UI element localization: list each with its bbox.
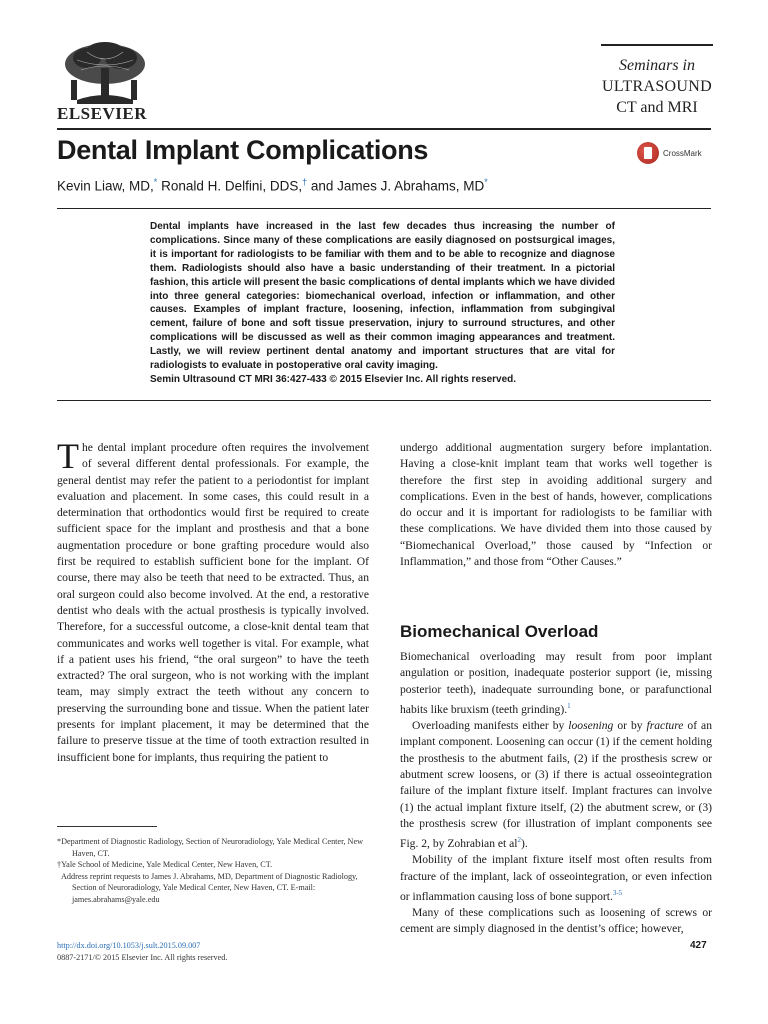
- bio-paragraph-3: [400, 852, 712, 905]
- journal-line-1: Seminars in: [619, 57, 695, 74]
- authors-rule: [57, 208, 711, 209]
- crossmark-button[interactable]: [637, 141, 702, 165]
- reference-link-3-5[interactable]: 3-5: [612, 888, 623, 897]
- doi-link[interactable]: http://dx.doi.org/10.1053/j.sult.2015.09.007: [57, 941, 201, 950]
- reference-link-2[interactable]: 2: [517, 836, 522, 845]
- biomechanical-section: [400, 649, 712, 938]
- author-list: [57, 177, 488, 194]
- intro-text: he dental implant procedure often requires the involvement of several different dental professionals. For example, the general dentist may refer the patient to a periodontist for implant evaluation and placement. In some cases, this could result in a determination that orthodontics would first be required to create sufficient space for the implant and prosthesis and that a bone augmentation procedure or bone grafting procedure would also first be required to establish sufficient bone for the implant. Of course, there may also be teeth that need to be extracted. Thus, an oral surgeon could also become involved. At the end, a restorative dentist who deals with the actual prosthesis is typically involved. Therefore, for a successful outcome, a close-knit dental team that communicates and works well together is vital. For example, what if a patient uses his friend, “the oral surgeon” to have the teeth extracted? The oral surgeon, who is not working with the implant team, may simply extract the teeth without any concern to preserving the surrounding bone and tissue. When the patient later presents for implant placement, it may be determined that the failure to preserve tissue at the time of tooth extraction resulted in insufficient bone for implants, thus requiring the patient to: [57, 441, 369, 764]
- abstract: [150, 220, 615, 387]
- article-title: Dental Implant Complications: [57, 135, 429, 165]
- footnote-rule: [57, 826, 157, 827]
- author-2-affiliation[interactable]: †: [302, 177, 308, 187]
- journal-rule: [601, 44, 713, 46]
- copyright-notice: 0887-2171/© 2015 Elsevier Inc. All rights reserved.: [57, 953, 228, 962]
- bio-paragraph-2-text-a: Overloading manifests either by: [412, 719, 569, 733]
- abstract-text: Dental implants have increased in the last few decades thus increasing the number of complications. Since many of these complications are easily diagnosed on postsurgical images, it is important for radiologists to be familiar with them and to be able to recognize and diagnose them. Radiologists should also have a basic understanding of their treatment. In a pictorial fashion, this article will present the basic complications of dental implants which we have divided into three general categories: biomechanical overload, infection or inflammation, and other causes. Examples of implant fracture, loosening, infection, inflammation from subgingival cement, failure of bone and soft tissue preservation, injury to surround structures, and other complications will be discussed as well as their common imaging appearances and treatment. Lastly, we will review pertinent dental anatomy and important structures that are vital for radiologists to evaluate in postoperative oral cavity imaging.: [150, 221, 615, 372]
- page-number: 427: [690, 940, 707, 951]
- drop-cap: T: [57, 436, 79, 476]
- crossmark-icon: [637, 142, 659, 164]
- crossmark-label: CrossMark: [663, 148, 702, 158]
- journal-line-3: CT and MRI: [616, 99, 698, 116]
- footnotes: [57, 836, 369, 905]
- section-heading-biomechanical-overload: Biomechanical Overload: [400, 622, 599, 641]
- bio-paragraph-4: Many of these complications such as loosening of screws or cement are simply diagnosed in the dentist’s office; however,: [400, 906, 712, 936]
- bio-paragraph-2-text-c: of an implant component. Loosening can occur (1) if the cement holding the prosthesis to the abutment fails, (2) if the prosthesis screw or abutment screw loosens, or (3) if there is actual osseointegration failure of the implant fixture itself. Implant fractures can involve (1) the actual implant fixture itself, (2) the abutment screw, or (3) the prosthesis screw (for illustration of implant components see Fig. 2, by Zohrabian et al: [400, 719, 712, 850]
- body-column-right: [400, 440, 712, 570]
- intro-paragraph: [57, 436, 369, 766]
- footnote-affiliation-1: *Department of Diagnostic Radiology, Section of Neuroradiology, Yale Medical Center, New Haven, CT.: [57, 837, 364, 858]
- publisher-name: ELSEVIER: [57, 104, 147, 123]
- bio-paragraph-3-text: Mobility of the implant fixture itself most often results from fracture of the implant, lack of osseointegration, or even infection or inflammation causing loss of bone support.: [400, 853, 712, 903]
- reference-link-1[interactable]: 1: [567, 701, 571, 710]
- bio-paragraph-2-em-loosening: loosening: [568, 719, 614, 733]
- header-rule: [57, 128, 711, 130]
- body-column-left: [57, 436, 369, 766]
- author-3: and James J. Abrahams, MD: [307, 178, 485, 194]
- abstract-rule: [57, 400, 711, 401]
- elsevier-tree-logo: [57, 40, 153, 110]
- footnote-affiliation-2: †Yale School of Medicine, Yale Medical Center, New Haven, CT.: [57, 860, 273, 869]
- bio-paragraph-2: [400, 718, 712, 852]
- author-2: Ronald H. Delfini, DDS,: [157, 178, 303, 194]
- journal-line-2: ULTRASOUND: [602, 78, 712, 95]
- bio-paragraph-1: [400, 649, 712, 718]
- author-1: Kevin Liaw, MD,: [57, 178, 154, 194]
- bio-paragraph-2-em-fracture: fracture: [646, 719, 684, 733]
- author-3-affiliation[interactable]: *: [484, 177, 488, 187]
- bio-paragraph-2-text-b: or by: [613, 719, 647, 733]
- intro-continuation: undergo additional augmentation surgery before implantation. Having a close-knit implant team that works well together is therefore the first step in avoiding additional surgery and complications. Even in the best of hands, however, complications do occur and it is important for radiologists to be familiar with these complications. We have divided them into those caused by “Biomechanical Overload,” those caused by “Infection or Inflammation,” and those from “Other Causes.”: [400, 441, 712, 569]
- author-1-affiliation[interactable]: *: [153, 177, 158, 187]
- journal-title: [590, 55, 724, 118]
- abstract-citation: Semin Ultrasound CT MRI 36:427-433 © 2015 Elsevier Inc. All rights reserved.: [150, 373, 517, 385]
- bio-paragraph-2-text-d: ).: [521, 836, 528, 850]
- bio-paragraph-1-text: Biomechanical overloading may result from poor implant angulation or position, inadequate posterior support (ie, missing posterior teeth), inadequate surrounding bone, or parafunctional habits like bruxism (teeth grinding).: [400, 650, 712, 716]
- footnote-correspondence: Address reprint requests to James J. Abrahams, MD, Department of Diagnostic Radiology, Section of Neuroradiology, Yale Medical Center, New Haven, CT. E-mail: james.abrahams@yale.edu: [61, 871, 358, 904]
